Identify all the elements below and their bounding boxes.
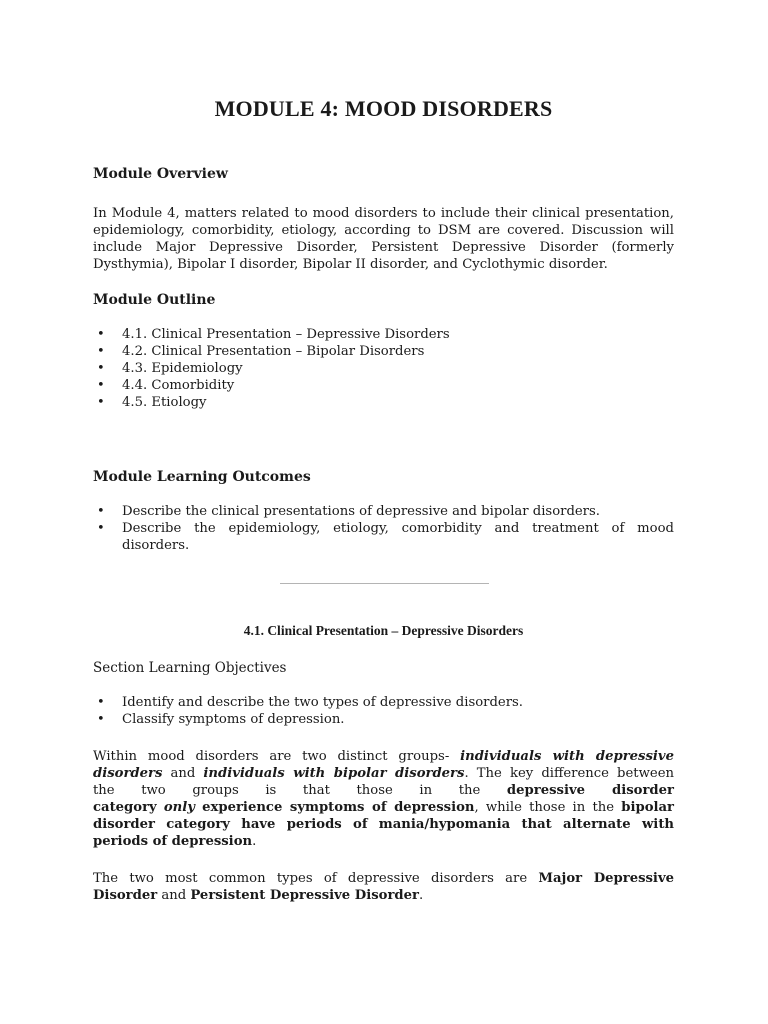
section-divider bbox=[280, 583, 489, 584]
text-run: . bbox=[418, 888, 424, 903]
intro-line bbox=[93, 748, 674, 765]
bold-run: Persistent Depressive Disorder bbox=[190, 888, 419, 903]
outcomes-heading: Module Learning Outcomes bbox=[93, 469, 311, 485]
emphasis-run: individuals with depressive bbox=[460, 749, 674, 764]
overview-paragraph bbox=[93, 205, 674, 273]
types-line bbox=[93, 870, 674, 887]
text-run: the two groups is that those in the bbox=[93, 783, 481, 798]
bold-run: periods of depression bbox=[93, 834, 253, 849]
bold-run: category bbox=[93, 800, 157, 815]
bold-run: disorder category have periods of mania/hypomania that alternate with bbox=[93, 817, 674, 832]
text-run: Within mood disorders are two distinct groups- bbox=[93, 749, 450, 764]
intro-line bbox=[93, 782, 674, 799]
emphasis-run: disorders bbox=[93, 766, 163, 781]
overview-line: include Major Depressive Disorder, Persistent Depressive Disorder (formerly bbox=[93, 240, 674, 255]
text-run: . bbox=[252, 834, 257, 849]
objective-item: • Classify symptoms of depression. bbox=[93, 711, 674, 728]
emphasis-run: individuals with bipolar disorders bbox=[203, 766, 465, 781]
objectives-list bbox=[93, 694, 674, 728]
outline-item: • 4.3. Epidemiology bbox=[93, 360, 674, 377]
overview-heading: Module Overview bbox=[93, 166, 228, 182]
bold-run: bipolar bbox=[621, 800, 674, 815]
text-run: and bbox=[162, 766, 204, 781]
bold-run: Major Depressive bbox=[538, 871, 674, 886]
outline-item: • 4.1. Clinical Presentation – Depressive Disorders bbox=[93, 326, 674, 343]
text-run: . The key difference between bbox=[464, 766, 674, 781]
outcomes-list bbox=[93, 503, 674, 554]
intro-line bbox=[93, 833, 674, 850]
intro-paragraph bbox=[93, 748, 674, 850]
outline-list bbox=[93, 326, 674, 411]
overview-line: In Module 4, matters related to mood disorders to include their clinical presentation, bbox=[93, 206, 674, 221]
outcome-text: • Describe the clinical presentations of depressive and bipolar disorders. bbox=[122, 504, 600, 519]
outline-item: • 4.5. Etiology bbox=[93, 394, 674, 411]
types-line bbox=[93, 887, 674, 904]
text-run: and bbox=[157, 888, 191, 903]
intro-line bbox=[93, 765, 674, 782]
bold-run: Disorder bbox=[93, 888, 158, 903]
emphasis-run: only bbox=[163, 800, 195, 815]
section-title: 4.1. Clinical Presentation – Depressive Disorders bbox=[243, 623, 524, 638]
text-run: , while those in the bbox=[474, 800, 615, 815]
text-run: The two most common types of depressive disorders are bbox=[93, 871, 528, 886]
outline-item: • 4.4. Comorbidity bbox=[93, 377, 674, 394]
outcome-text: disorders. bbox=[122, 538, 190, 553]
overview-line: epidemiology, comorbidity, etiology, according to DSM are covered. Discussion will bbox=[93, 223, 674, 238]
outline-heading: Module Outline bbox=[93, 292, 216, 308]
types-paragraph bbox=[93, 870, 674, 904]
objective-item: • Identify and describe the two types of depressive disorders. bbox=[93, 694, 674, 711]
intro-line bbox=[93, 799, 674, 816]
outcome-item bbox=[93, 503, 674, 520]
outcome-item bbox=[93, 520, 674, 554]
page-title: MODULE 4: MOOD DISORDERS bbox=[214, 96, 553, 121]
outcome-text: • Describe the epidemiology, etiology, comorbidity and treatment of mood bbox=[122, 521, 674, 536]
bold-run: depressive disorder bbox=[506, 783, 674, 798]
intro-line bbox=[93, 816, 674, 833]
outline-item: • 4.2. Clinical Presentation – Bipolar Disorders bbox=[93, 343, 674, 360]
objectives-heading: Section Learning Objectives bbox=[93, 660, 287, 676]
bold-run: experience symptoms of depression bbox=[202, 800, 475, 815]
overview-line: Dysthymia), Bipolar I disorder, Bipolar II disorder, and Cyclothymic disorder. bbox=[93, 257, 608, 272]
